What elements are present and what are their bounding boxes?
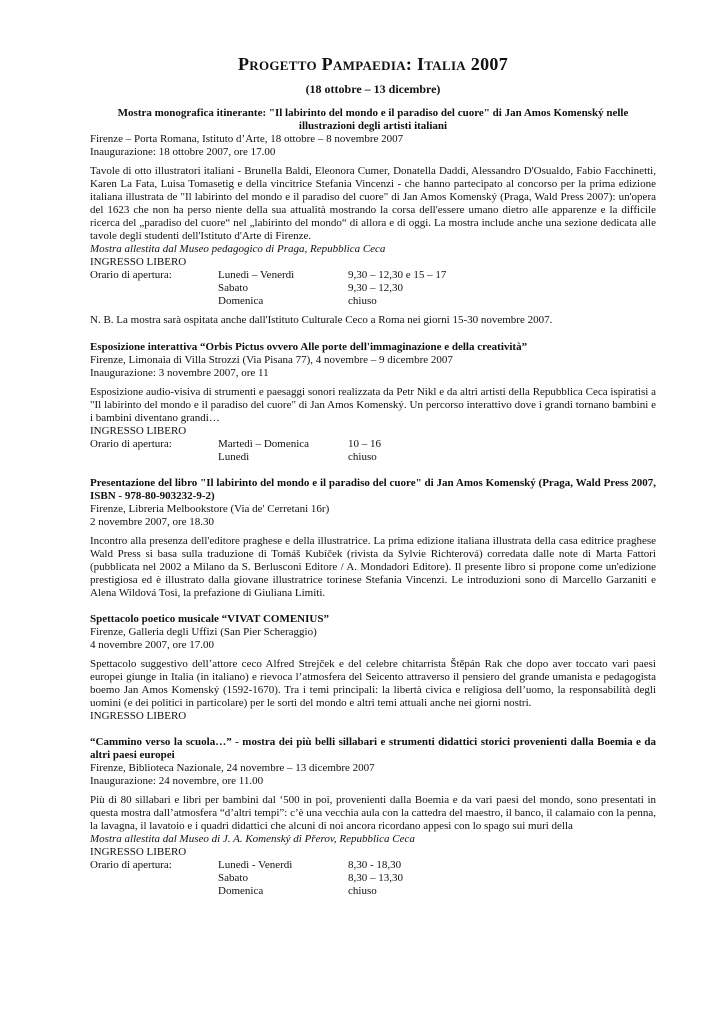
section-title: “Cammino verso la scuola…” - mostra dei più belli sillabari e strumenti didattici storici provenienti dalla Boemia e da altri paesi europei [90,736,656,761]
hours-day: Sabato [218,872,248,884]
section-body: Più di 80 sillabari e libri per bambini dal ‘500 in poi, provenienti dalla Boemia e da vari paesi del mondo, sono presentati in questa mostra dall’atmosfera “d’altri tempi”: c’è una vecchia aula con la cattedra del maestro, il banco, il calamaio con la penna, la lavagna, il lavatoio e i quadri didattici che alcuni di noi ancora ricordano appesi con lo spago sui muri della [90,794,656,832]
event-opening: Inaugurazione: 18 ottobre 2007, ore 17.00 [90,146,276,158]
section-title: Spettacolo poetico musicale “VIVAT COMENIUS” [90,613,329,625]
event-dates: (18 ottobre – 13 dicembre) [305,82,441,96]
exhibition-credit: Mostra allestita dal Museo pedagogico di Praga, Repubblica Ceca [90,243,386,255]
hours-day: Domenica [218,295,264,307]
event-date: 2 novembre 2007, ore 18.30 [90,516,215,528]
hours-time: 9,30 – 12,30 [348,282,403,294]
section-body: Esposizione audio-visiva di strumenti e paesaggi sonori realizzata da Petr Nikl e da altri artisti della Repubblica Ceca ispiratisi a "Il labirinto del mondo e il paradiso del cuore" di Jan Amos Komenský. Un percorso interattivo dove i grandi tornano bambini e i bambini diventano grandi… [90,386,656,424]
hours-time: chiuso [348,885,377,897]
section-book-presentation [90,477,656,600]
event-place: Firenze, Biblioteca Nazionale, 24 novembre – 13 dicembre 2007 [90,762,375,774]
hours-time: chiuso [348,451,377,463]
section-note: N. B. La mostra sarà ospitata anche dall'Istituto Culturale Ceco a Roma nei giorni 15-30 novembre 2007. [90,314,553,326]
free-entry-label: INGRESSO LIBERO [90,846,187,858]
hours-day: Lunedì [218,451,250,463]
opening-hours-label: Orario di apertura: [90,859,172,871]
hours-time: 8,30 - 18,30 [348,859,402,871]
event-place: Firenze, Libreria Melbookstore (Via de' Cerretani 16r) [90,503,330,515]
section-mostra-monografica [90,107,656,327]
section-title-line-1: Mostra monografica itinerante: "Il labirinto del mondo e il paradiso del cuore" di Jan Amos Komenský nelle [117,107,629,119]
section-vivat-comenius [90,613,656,723]
hours-time: 9,30 – 12,30 e 15 – 17 [348,269,447,281]
hours-day: Lunedì – Venerdì [218,269,295,281]
free-entry-label: INGRESSO LIBERO [90,425,187,437]
hours-day: Domenica [218,885,264,897]
event-place: Firenze, Galleria degli Uffizi (San Pier Scheraggio) [90,626,317,638]
section-body: Incontro alla presenza dell'editore praghese e della illustratrice. La prima edizione italiana illustrata della casa editrice praghese Wald Press si basa sulla traduzione di Tomáš Kubíček (rivista da Sylvie Richterová) corredata dalle note di Marta Fattori (pubblicata nel 2002 a Milano da S. Berlusconi Editore / A. Mondadori Editore). Il presente libro si propone come un'edizione prestigiosa ed è illustrato dalla giovane illustratrice torinese Stefania Vincenzi. Le introduzioni sono di Marcello Garzaniti e Alena Wildová Tosi, la prefazione di Giuliana Limiti. [90,535,656,599]
opening-hours-table [90,859,656,898]
opening-hours-label: Orario di apertura: [90,438,172,450]
opening-hours-table [90,269,656,308]
document-page [90,52,656,898]
hours-time: chiuso [348,295,377,307]
section-orbis-pictus [90,341,656,464]
event-date: 4 novembre 2007, ore 17.00 [90,639,215,651]
event-place: Firenze, Limonaia di Villa Strozzi (Via Pisana 77), 4 novembre – 9 dicembre 2007 [90,354,453,366]
section-title [90,107,656,133]
section-title: Presentazione del libro "Il labirinto del mondo e il paradiso del cuore" di Jan Amos Komenský (Praga, Wald Press 2007, ISBN - 978-80-903232-9-2) [90,477,656,502]
exhibition-credit: Mostra allestita dal Museo di J. A. Komenský di Přerov, Repubblica Ceca [90,833,415,845]
event-opening: Inaugurazione: 3 novembre 2007, ore 11 [90,367,269,379]
section-body: Tavole di otto illustratori italiani - Brunella Baldi, Eleonora Cumer, Donatella Daddi, Alessandro D'Osualdo, Fabio Facchinetti, Karen La Fata, Luisa Tomasetig e della vincitrice Stefania Vincenzi - che hanno partecipato al concorso per la prima edizione italiana illustrata de "Il labirinto del mondo e il paradiso del cuore" di Jan Amos Komenský (Praga, Wald Press 2007): un'opera del 1623 che non ha perso niente della sua attualità mostrando la corsa dell'essere umano dietro alle apparenze e la difficile ricerca del „paradiso del cuore“ nel „labirinto del mondo“ di allora e di oggi. La mostra include anche una sezione dedicata alle tavole degli studenti dell'Istituto d'Arte di Firenze. [90,165,656,242]
event-place: Firenze – Porta Romana, Istituto d’Arte, 18 ottobre – 8 novembre 2007 [90,133,404,145]
section-body: Spettacolo suggestivo dell’attore ceco Alfred Strejček e del celebre chitarrista Štěpán Rak che dopo aver toccato vari paesi europei giunge in Italia (in italiano) e rievoca l’atmosfera del Seicento attraverso il pensiero del grande umanista e pedagogista boemo Jan Amos Komenský (1592-1670). Tra i temi principali: la libertà civica e religiosa dell’uomo, la responsabilità degli uomini (e dei politici in particolare) per le sorti del mondo e altri temi attuali anche nei giorni nostri. [90,658,656,709]
section-title: Esposizione interattiva “Orbis Pictus ovvero Alle porte dell'immaginazione e della creatività” [90,341,528,353]
free-entry-label: INGRESSO LIBERO [90,710,187,722]
free-entry-label: INGRESSO LIBERO [90,256,187,268]
hours-day: Lunedì - Venerdì [218,859,293,871]
hours-day: Martedì – Domenica [218,438,310,450]
hours-time: 10 – 16 [348,438,381,450]
section-title-line-2: illustrazioni degli artisti italiani [298,120,448,132]
hours-time: 8,30 – 13,30 [348,872,403,884]
page-title: Progetto Pampaedia: Italia 2007 [237,54,509,74]
opening-hours-label: Orario di apertura: [90,269,172,281]
event-opening: Inaugurazione: 24 novembre, ore 11.00 [90,775,264,787]
section-cammino-scuola [90,736,656,898]
opening-hours-table [90,438,656,464]
hours-day: Sabato [218,282,248,294]
